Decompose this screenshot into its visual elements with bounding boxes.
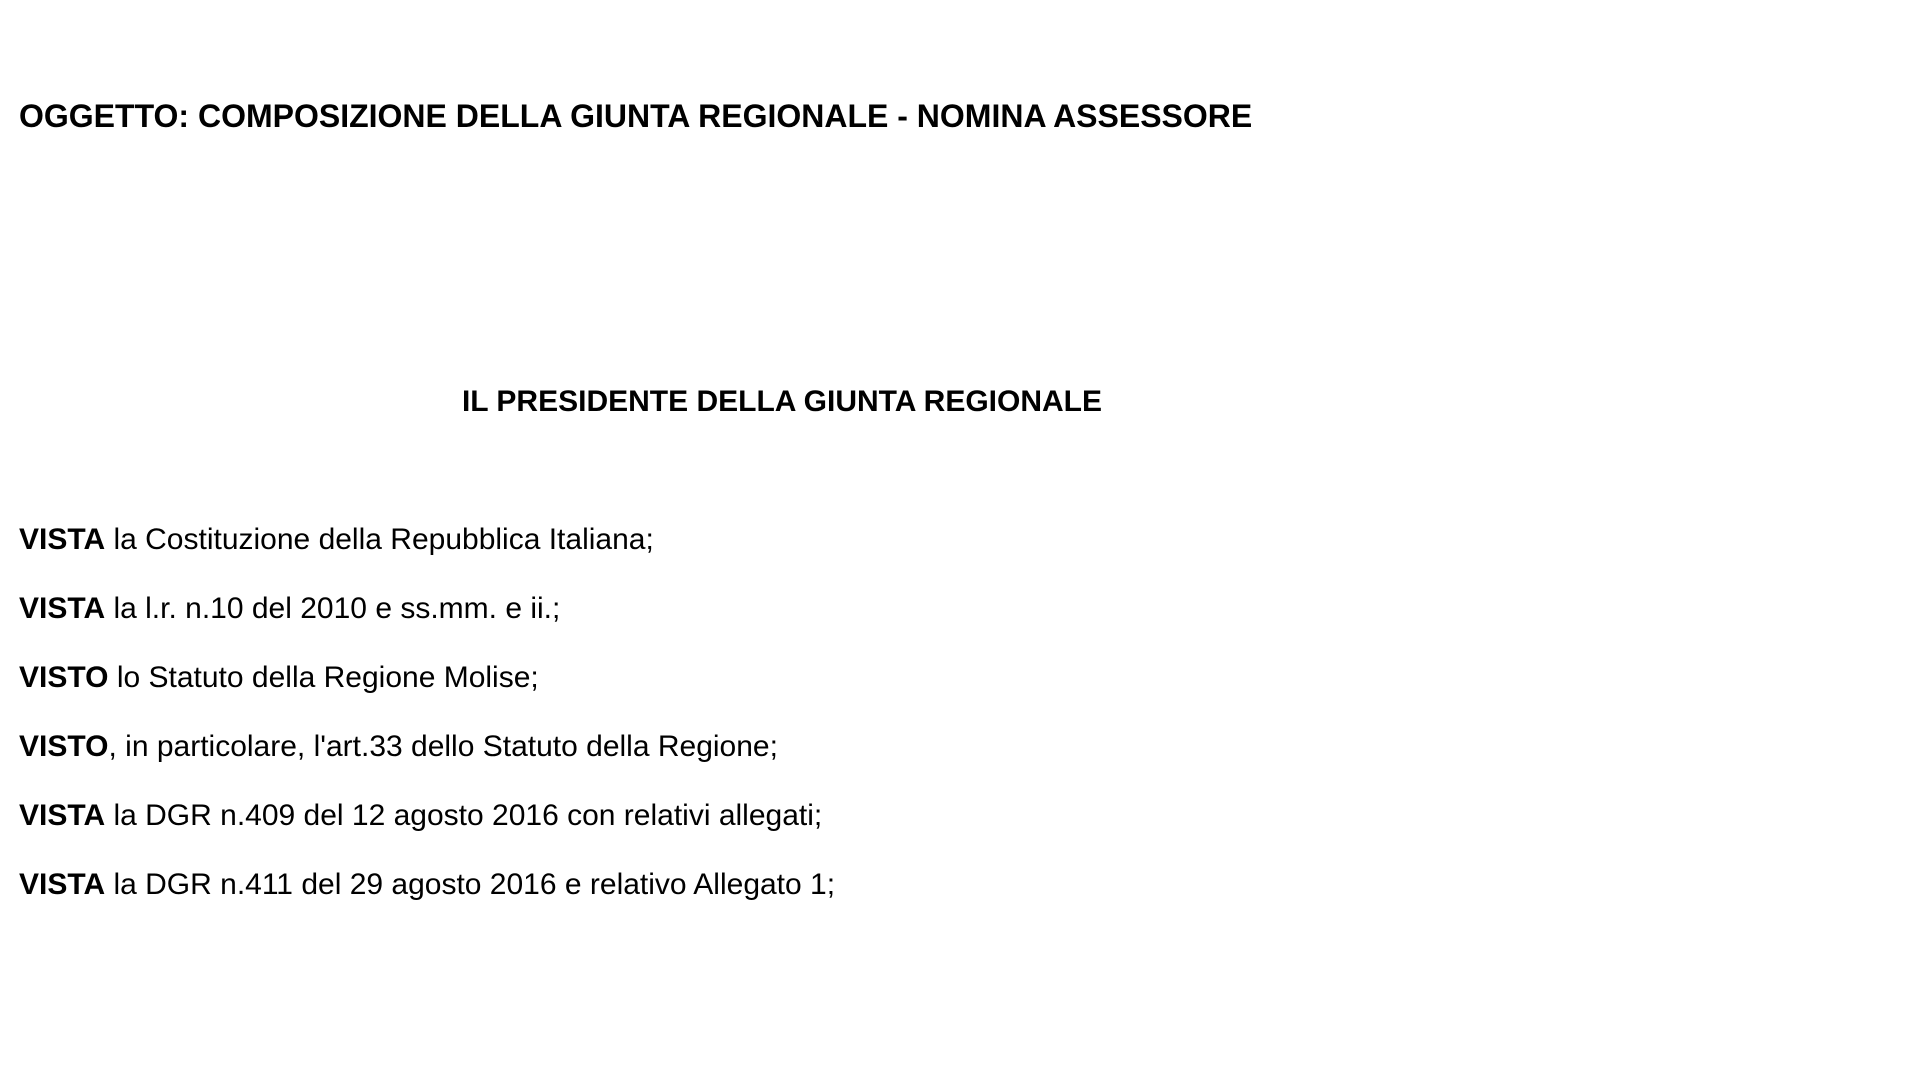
recital-text: la l.r. n.10 del 2010 e ss.mm. e ii.; [105, 592, 561, 625]
recital-text: la DGR n.411 del 29 agosto 2016 e relativo Allegato 1; [105, 868, 836, 901]
recital-line [19, 520, 654, 560]
recital-keyword: VISTA [19, 868, 106, 901]
recital-line [19, 865, 835, 905]
recital-keyword: VISTA [19, 592, 106, 625]
recital-keyword: VISTO [19, 661, 109, 694]
recital-keyword: VISTA [19, 523, 106, 556]
recital-line [19, 727, 778, 767]
recital-line [19, 589, 560, 629]
recital-text: la Costituzione della Repubblica Italiana; [105, 523, 654, 556]
recital-keyword: VISTO [19, 730, 109, 763]
recital-text: la DGR n.409 del 12 agosto 2016 con relativi allegati; [105, 799, 823, 832]
recital-text: , in particolare, l'art.33 dello Statuto della Regione; [108, 730, 778, 763]
document-subject: OGGETTO: COMPOSIZIONE DELLA GIUNTA REGIONALE - NOMINA ASSESSORE [19, 98, 1253, 134]
issuing-authority-heading: IL PRESIDENTE DELLA GIUNTA REGIONALE [461, 385, 1103, 418]
recital-text: lo Statuto della Regione Molise; [108, 661, 539, 694]
recital-line [19, 658, 539, 698]
recital-line [19, 796, 822, 836]
recital-keyword: VISTA [19, 799, 106, 832]
